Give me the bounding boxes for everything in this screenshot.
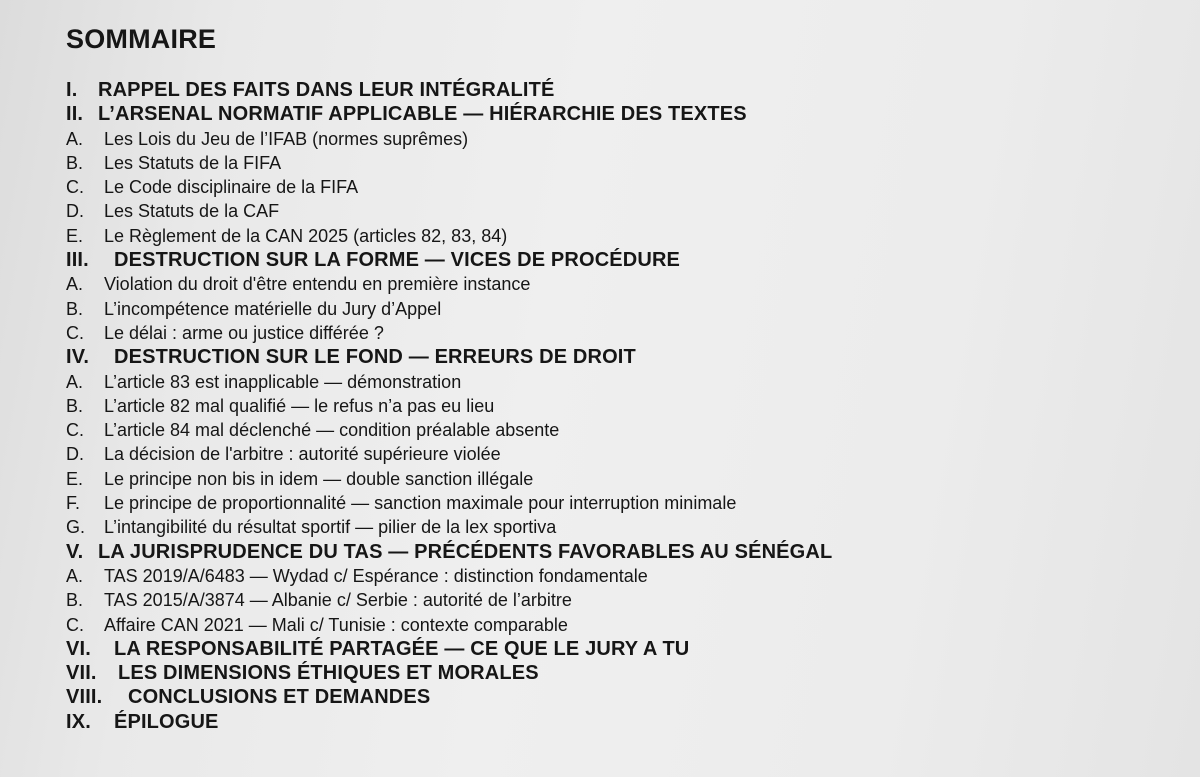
subsection-title: Les Lois du Jeu de l’IFAB (normes suprêmes): [104, 128, 469, 149]
subsection-title: L’intangibilité du résultat sportif — pilier de la lex sportiva: [104, 517, 557, 538]
toc-subsection: [66, 394, 832, 418]
toc-section: [66, 710, 832, 734]
section-title: LA JURISPRUDENCE DU TAS — PRÉCÉDENTS FAVORABLES AU SÉNÉGAL: [98, 540, 833, 563]
subsection-title: TAS 2015/A/3874 — Albanie c/ Serbie : autorité de l’arbitre: [104, 590, 572, 611]
section-number: III.: [66, 249, 89, 272]
subsection-letter: B.: [66, 590, 84, 611]
toc-subsection: [66, 272, 832, 296]
toc-subsection: [66, 321, 832, 345]
subsection-title: L’article 83 est inapplicable — démonstration: [104, 371, 462, 392]
toc-subsection: [66, 151, 832, 175]
subsection-letter: C.: [66, 420, 84, 441]
section-title: RAPPEL DES FAITS DANS LEUR INTÉGRALITÉ: [98, 79, 555, 101]
subsection-letter: D.: [66, 201, 84, 222]
section-title: LA RESPONSABILITÉ PARTAGÉE — CE QUE LE JURY A TU: [114, 637, 690, 660]
toc-subsection: [66, 224, 832, 248]
section-number: IX.: [66, 710, 91, 733]
toc-subsection: [66, 564, 832, 588]
section-number: VII.: [66, 662, 97, 685]
subsection-title: Affaire CAN 2021 — Mali c/ Tunisie : contexte comparable: [104, 614, 568, 635]
subsection-letter: A.: [66, 274, 84, 295]
toc-section: [66, 102, 832, 126]
toc-section: [66, 345, 832, 369]
section-number: V.: [66, 540, 84, 563]
section-title: DESTRUCTION SUR LA FORME — VICES DE PROCÉDURE: [114, 249, 681, 272]
section-number: I.: [66, 79, 78, 101]
section-title: LES DIMENSIONS ÉTHIQUES ET MORALES: [118, 662, 539, 685]
table-of-contents: [66, 78, 832, 734]
subsection-title: L’article 82 mal qualifié — le refus n’a pas eu lieu: [104, 395, 495, 416]
toc-subsection: [66, 199, 832, 223]
section-title: CONCLUSIONS ET DEMANDES: [128, 686, 431, 709]
toc-subsection: [66, 613, 832, 637]
subsection-title: Le Règlement de la CAN 2025 (articles 82, 83, 84): [104, 225, 508, 246]
subsection-letter: E.: [66, 225, 84, 246]
toc-section: [66, 661, 832, 685]
section-number: VIII.: [66, 686, 103, 709]
subsection-title: L’article 84 mal déclenché — condition préalable absente: [104, 420, 560, 441]
section-title: ÉPILOGUE: [114, 710, 219, 733]
toc-section: [66, 540, 832, 564]
toc-subsection: [66, 588, 832, 612]
subsection-title: Le délai : arme ou justice différée ?: [104, 322, 384, 343]
toc-section: [66, 248, 832, 272]
subsection-letter: G.: [66, 517, 86, 538]
toc-subsection: [66, 370, 832, 394]
section-title: DESTRUCTION SUR LE FOND — ERREURS DE DROIT: [114, 346, 636, 369]
subsection-letter: C.: [66, 614, 84, 635]
subsection-letter: B.: [66, 395, 84, 416]
subsection-letter: B.: [66, 152, 84, 173]
toc-section: [66, 78, 832, 102]
subsection-title: Les Statuts de la CAF: [104, 201, 280, 222]
toc-subsection: [66, 127, 832, 151]
subsection-title: Le principe non bis in idem — double sanction illégale: [104, 468, 534, 489]
subsection-title: La décision de l'arbitre : autorité supérieure violée: [104, 444, 501, 465]
subsection-title: TAS 2019/A/6483 — Wydad c/ Espérance : distinction fondamentale: [104, 565, 648, 586]
section-number: IV.: [66, 346, 90, 369]
toc-subsection: [66, 175, 832, 199]
subsection-title: L’incompétence matérielle du Jury d’Appel: [104, 298, 442, 319]
subsection-letter: F.: [66, 493, 81, 514]
toc-subsection: [66, 515, 832, 539]
subsection-letter: C.: [66, 322, 84, 343]
toc-subsection: [66, 418, 832, 442]
subsection-title: Violation du droit d'être entendu en première instance: [104, 274, 531, 295]
subsection-title: Le Code disciplinaire de la FIFA: [104, 177, 359, 198]
toc-subsection: [66, 442, 832, 466]
subsection-letter: A.: [66, 565, 84, 586]
subsection-letter: D.: [66, 444, 84, 465]
subsection-letter: C.: [66, 177, 84, 198]
document-title: SOMMAIRE: [66, 24, 217, 54]
toc-section: [66, 637, 832, 661]
subsection-letter: B.: [66, 298, 84, 319]
section-number: II.: [66, 103, 84, 126]
subsection-title: Les Statuts de la FIFA: [104, 152, 282, 173]
subsection-title: Le principe de proportionnalité — sanction maximale pour interruption minimale: [104, 493, 737, 514]
subsection-letter: E.: [66, 468, 84, 489]
subsection-letter: A.: [66, 128, 84, 149]
toc-subsection: [66, 467, 832, 491]
section-number: VI.: [66, 637, 91, 660]
subsection-letter: A.: [66, 371, 84, 392]
section-title: L’ARSENAL NORMATIF APPLICABLE — HIÉRARCHIE DES TEXTES: [98, 103, 747, 126]
toc-subsection: [66, 297, 832, 321]
toc-section: [66, 685, 832, 709]
toc-subsection: [66, 491, 832, 515]
